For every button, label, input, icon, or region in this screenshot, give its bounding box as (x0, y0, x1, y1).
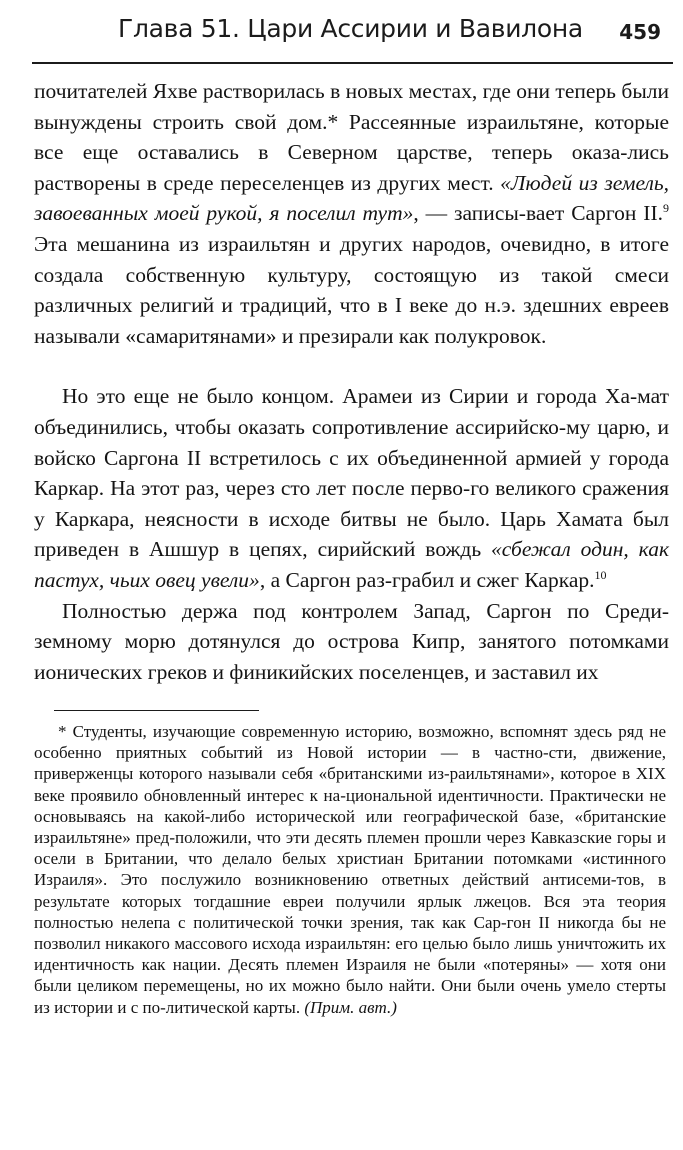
footnote (34, 721, 666, 1018)
footnote-text: * Студенты, изучающие современную историю, возможно, вспомнят здесь ряд не особенно приятных событий из Новой истории — в частно-сти, движение, приверженцы которого называли себя «британскими из-раильтянами», которое в XIX веке проявило обновленный интерес к на-циональной идентичности. Практически не основываясь на какой-либо исторической или географической базе, «британские израильтяне» пред-положили, что эти десять племен прошли через Кавказские горы и осели в Британии, что делало белых христиан Британии потомками «истинного Израиля». Это послужило возникновению ответных действий антисеми-тов, в результате которых тогдашние евреи получили ярлык лжецов. Вся эта теория полностью нелепа с политической точки зрения, так как Сар-гон II никогда бы не позволил никакого массового исхода израильтян: его целью было лишь уничтожить их идентичность как нации. Десять племен Израиля не были «потеряны» — хотя они были целиком перемещены, но их можно было найти. Они были очень умело стерты из истории и с по-литической карты. (34, 722, 666, 1017)
page-header (0, 0, 683, 66)
paragraph-1 (34, 76, 669, 351)
paragraph-2-text-b: , а Саргон раз-грабил и сжег Каркар. (259, 567, 595, 592)
footnote-rule (54, 710, 259, 711)
paragraph-1-text-c: Эта мешанина из израильтян и других народов, очевидно, в итоге создала собственную культуру, состоящую из такой смеси различных религий и традиций, что в I веке до н.э. здешних евреев называли «самаритянами» и презирали как полукровок. (34, 231, 669, 348)
paragraph-2 (34, 381, 669, 595)
paragraph-1-text-a: почитателей Яхве растворилась в новых местах, где они теперь были вынуждены строить свой дом.* Рассеянные израильтяне, которые все еще оставались в Северном царстве, теперь оказа-лись растворены в среде переселенцев из других мест. (34, 79, 669, 195)
running-head: Глава 51. Цари Ассирии и Вавилона (118, 14, 583, 43)
page-number: 459 (619, 20, 661, 44)
footnote-ref-9: 9 (663, 201, 669, 216)
paragraph-2-text-a: Но это еще не было концом. Арамеи из Сирии и города Ха-мат объединились, чтобы оказать сопротивление ассирийско-му царю, и войско Саргона II встретилось с их объединенной армией у города Каркар. На этот раз, через сто лет после перво-го великого сражения у Каркара, неясности в исходе битвы не было. Царь Хамата был приведен в Ашшур в цепях, сирийский вождь (34, 384, 669, 562)
paragraph-1-text-b: , — записы-вает Саргон II. (413, 201, 663, 226)
footnote-note: (Прим. авт.) (304, 997, 397, 1017)
paragraph-1-quote: «Людей из земель, завоеванных моей рукой, я поселил тут» (34, 170, 669, 226)
paragraph-3-text: Полностью держа под контролем Запад, Саргон по Среди-земному морю дотянулся до острова Кипр, занятого потомками ионических греков и финикийских поселенцев, и заставил их (34, 598, 669, 684)
paragraph-3 (34, 596, 669, 688)
footnote-ref-10: 10 (594, 567, 607, 582)
main-text (34, 76, 669, 687)
header-rule (32, 62, 673, 64)
paragraph-2-quote: «сбежал один, как пастух, чьих овец увели» (34, 537, 669, 592)
